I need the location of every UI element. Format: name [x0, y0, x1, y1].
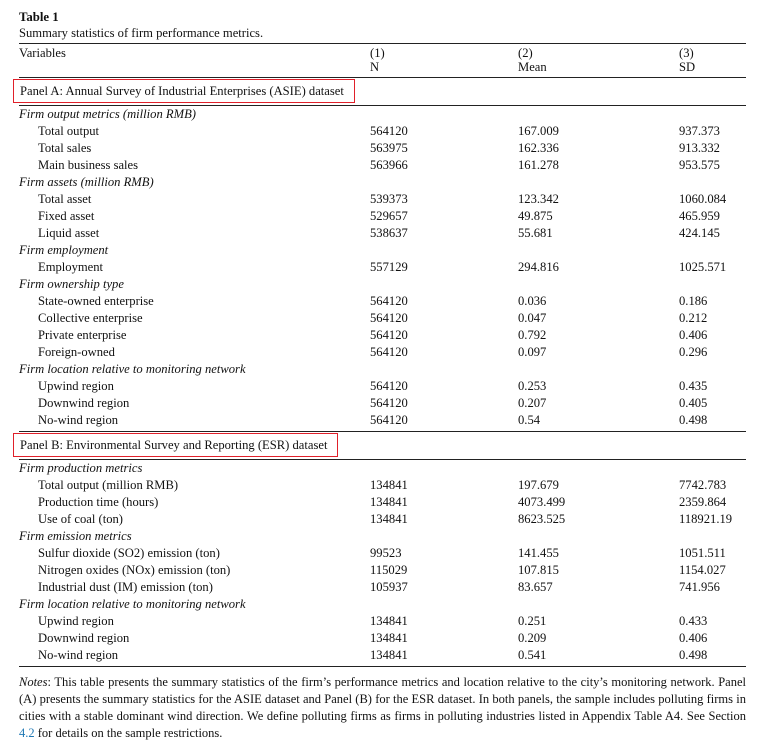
- sd-value: 741.956: [679, 580, 720, 594]
- panel-b-table: [19, 432, 746, 459]
- n-value: 563975: [370, 141, 408, 155]
- table-caption: Summary statistics of firm performance metrics.: [19, 26, 264, 40]
- table-row: [19, 310, 746, 327]
- variable-name: Total sales: [38, 141, 92, 155]
- table-row: [19, 378, 746, 395]
- mean-value: 8623.525: [518, 512, 566, 526]
- panel-a-title: Panel A: Annual Survey of Industrial Enterprises (ASIE) dataset: [13, 79, 355, 103]
- table-row: [19, 208, 746, 225]
- variable-name: State-owned enterprise: [38, 294, 154, 308]
- n-value: 564120: [370, 124, 408, 138]
- table-row: [19, 613, 746, 630]
- variable-name: Downwind region: [38, 631, 130, 645]
- mean-value: 0.036: [518, 294, 547, 308]
- group-header-row: [19, 276, 746, 293]
- variable-name: Sulfur dioxide (SO2) emission (ton): [38, 546, 220, 560]
- sd-value: 0.498: [679, 648, 708, 662]
- sd-value: 953.575: [679, 158, 720, 172]
- mean-value: 0.54: [518, 413, 541, 427]
- table-row: [19, 191, 746, 208]
- table-row: [19, 412, 746, 429]
- mean-value: 162.336: [518, 141, 559, 155]
- sd-value: 118921.19: [679, 512, 733, 526]
- mean-value: 197.679: [518, 478, 559, 492]
- group-header-row: [19, 106, 746, 123]
- n-value: 564120: [370, 379, 408, 393]
- n-value: 564120: [370, 311, 408, 325]
- variable-name: Nitrogen oxides (NOx) emission (ton): [38, 563, 231, 577]
- variable-name: Main business sales: [38, 158, 139, 172]
- table-row: [19, 259, 746, 276]
- mean-value: 0.047: [518, 311, 547, 325]
- sd-value: 0.433: [679, 614, 708, 628]
- table-title: Table 1: [19, 10, 59, 24]
- sd-value: 0.296: [679, 345, 708, 359]
- variable-name: Fixed asset: [38, 209, 95, 223]
- sd-value: 424.145: [679, 226, 720, 240]
- n-value: 134841: [370, 478, 408, 492]
- table-notes: [19, 674, 746, 742]
- table-row: [19, 157, 746, 174]
- variable-name: Upwind region: [38, 379, 114, 393]
- n-value: 563966: [370, 158, 408, 172]
- table-row: [19, 494, 746, 511]
- mean-value: 0.792: [518, 328, 547, 342]
- n-value: 134841: [370, 631, 408, 645]
- table-row: [19, 511, 746, 528]
- sd-value: 0.186: [679, 294, 708, 308]
- panel_b-rows: [19, 460, 746, 664]
- notes-text-end: for details on the sample restrictions.: [34, 726, 223, 740]
- sd-value: 0.406: [679, 631, 708, 645]
- variable-name: Liquid asset: [38, 226, 100, 240]
- sd-value: 0.435: [679, 379, 708, 393]
- panel-a-title-row: [19, 78, 746, 105]
- variable-name: Use of coal (ton): [38, 512, 123, 526]
- panel-b-title: Panel B: Environmental Survey and Reporting (ESR) dataset: [13, 433, 338, 457]
- sd-value: 0.406: [679, 328, 708, 342]
- mean-value: 294.816: [518, 260, 559, 274]
- mean-value: 49.875: [518, 209, 553, 223]
- n-value: 564120: [370, 294, 408, 308]
- group-header-row: [19, 528, 746, 545]
- sd-value: 913.332: [679, 141, 720, 155]
- mean-value: 0.209: [518, 631, 547, 645]
- variable-name: Employment: [38, 260, 104, 274]
- variable-name: Total output (million RMB): [38, 478, 179, 492]
- n-value: 134841: [370, 614, 408, 628]
- variable-name: Production time (hours): [38, 495, 159, 509]
- group-label: Firm location relative to monitoring network: [19, 597, 246, 611]
- group-label: Firm location relative to monitoring network: [19, 362, 246, 376]
- mean-value: 0.207: [518, 396, 547, 410]
- sd-value: 0.498: [679, 413, 708, 427]
- sd-value: 465.959: [679, 209, 720, 223]
- bottom-rule: [19, 666, 746, 667]
- n-value: 115029: [370, 563, 408, 577]
- header-col2-num: (2): [518, 46, 533, 60]
- notes-label: Notes: [19, 675, 48, 689]
- variable-name: Downwind region: [38, 396, 130, 410]
- sd-value: 0.405: [679, 396, 708, 410]
- variable-name: No-wind region: [38, 413, 119, 427]
- panel-b-title-row: [19, 432, 746, 459]
- mean-value: 123.342: [518, 192, 559, 206]
- variable-name: Private enterprise: [38, 328, 127, 342]
- table-row: [19, 395, 746, 412]
- table-row: [19, 327, 746, 344]
- table-row: [19, 630, 746, 647]
- group-header-row: [19, 242, 746, 259]
- header-col1-label: N: [370, 60, 380, 74]
- group-label: Firm emission metrics: [19, 529, 132, 543]
- header-row-2: [19, 60, 746, 74]
- sd-value: 937.373: [679, 124, 720, 138]
- n-value: 105937: [370, 580, 408, 594]
- table-row: [19, 293, 746, 310]
- summary-table: [19, 44, 746, 74]
- header-col3-label: SD: [679, 60, 696, 74]
- table-document: [19, 9, 746, 742]
- table-row: [19, 225, 746, 242]
- n-value: 564120: [370, 396, 408, 410]
- sd-value: 1025.571: [679, 260, 727, 274]
- variable-name: Upwind region: [38, 614, 114, 628]
- group-label: Firm employment: [19, 243, 109, 257]
- group-label: Firm production metrics: [19, 461, 143, 475]
- panel-a-table: [19, 78, 746, 105]
- group-header-row: [19, 361, 746, 378]
- group-label: Firm ownership type: [19, 277, 124, 291]
- group-header-row: [19, 460, 746, 477]
- variable-name: Total asset: [38, 192, 92, 206]
- table-row: [19, 477, 746, 494]
- mean-value: 107.815: [518, 563, 559, 577]
- n-value: 529657: [370, 209, 408, 223]
- mean-value: 161.278: [518, 158, 559, 172]
- mean-value: 141.455: [518, 546, 559, 560]
- header-col2-label: Mean: [518, 60, 547, 74]
- variable-name: No-wind region: [38, 648, 119, 662]
- table-row: [19, 344, 746, 361]
- table-row: [19, 562, 746, 579]
- table-row: [19, 123, 746, 140]
- mean-value: 0.253: [518, 379, 547, 393]
- panel_a-rows: [19, 106, 746, 429]
- n-value: 564120: [370, 413, 408, 427]
- group-header-row: [19, 174, 746, 191]
- variable-name: Foreign-owned: [38, 345, 115, 359]
- table-row: [19, 647, 746, 664]
- mean-value: 55.681: [518, 226, 553, 240]
- sd-value: 1060.084: [679, 192, 727, 206]
- mean-value: 0.251: [518, 614, 547, 628]
- group-header-row: [19, 596, 746, 613]
- sd-value: 7742.783: [679, 478, 727, 492]
- sd-value: 1154.027: [679, 563, 726, 577]
- header-col3-num: (3): [679, 46, 694, 60]
- n-value: 538637: [370, 226, 408, 240]
- n-value: 134841: [370, 648, 408, 662]
- variable-name: Collective enterprise: [38, 311, 143, 325]
- n-value: 99523: [370, 546, 402, 560]
- table-row: [19, 579, 746, 596]
- sd-value: 1051.511: [679, 546, 726, 560]
- n-value: 134841: [370, 512, 408, 526]
- mean-value: 83.657: [518, 580, 553, 594]
- mean-value: 4073.499: [518, 495, 566, 509]
- sd-value: 0.212: [679, 311, 708, 325]
- n-value: 557129: [370, 260, 408, 274]
- variable-name: Industrial dust (IM) emission (ton): [38, 580, 213, 594]
- group-label: Firm output metrics (million RMB): [19, 107, 196, 121]
- header-variables: Variables: [19, 46, 66, 60]
- notes-text: : This table presents the summary statistics of the firm’s performance metrics and location relative to the city’s monitoring network. Panel (A) presents the summary statistics for the ASIE dataset and Panel (B) for the ESR dataset. In both panels, the sample includes polluting firms in cities with a stable dominant wind direction. We define polluting firms as firms in polluting industries listed in Appendix Table A4. See Section: [19, 675, 746, 723]
- section-link[interactable]: 4.2: [19, 726, 35, 740]
- sd-value: 2359.864: [679, 495, 727, 509]
- table-row: [19, 545, 746, 562]
- header-row-1: [19, 44, 746, 60]
- n-value: 564120: [370, 328, 408, 342]
- mean-value: 167.009: [518, 124, 559, 138]
- group-label: Firm assets (million RMB): [19, 175, 154, 189]
- variable-name: Total output: [38, 124, 100, 138]
- mean-value: 0.541: [518, 648, 547, 662]
- n-value: 539373: [370, 192, 408, 206]
- mean-value: 0.097: [518, 345, 547, 359]
- n-value: 564120: [370, 345, 408, 359]
- table-row: [19, 140, 746, 157]
- header-col1-num: (1): [370, 46, 385, 60]
- n-value: 134841: [370, 495, 408, 509]
